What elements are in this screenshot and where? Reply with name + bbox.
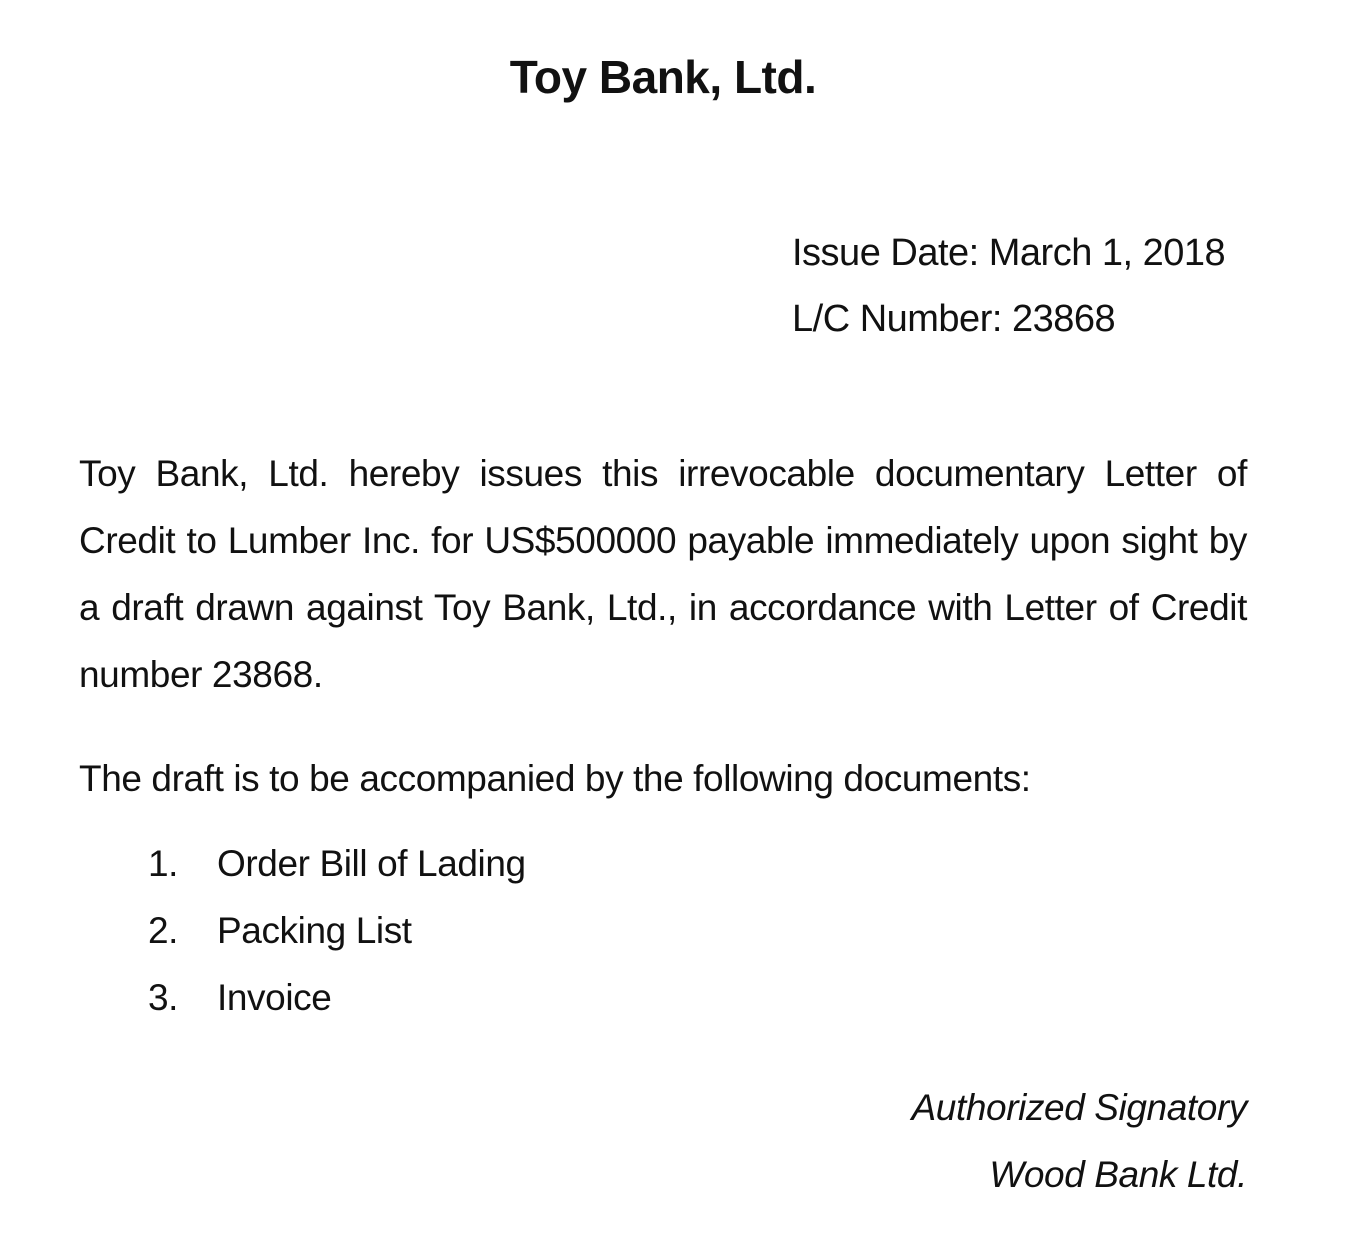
body-paragraph: Toy Bank, Ltd. hereby issues this irrevocable documentary Letter of Credit to Lumber Inc. for US$500000 payable immediately upon sight by a draft drawn against Toy Bank, Ltd., in accordance with Letter of Credit number 23868. <box>79 453 1247 695</box>
issue-date: Issue Date: March 1, 2018 <box>792 232 1226 274</box>
signatory-bank: Wood Bank Ltd. <box>989 1154 1247 1195</box>
signature-block <box>912 1074 1247 1208</box>
list-item-label: Packing List <box>217 910 412 951</box>
document-meta <box>792 220 1225 352</box>
lc-number: L/C Number: 23868 <box>792 298 1116 340</box>
list-item <box>148 897 526 964</box>
documents-intro: The draft is to be accompanied by the following documents: <box>79 758 1031 799</box>
list-item <box>148 830 526 897</box>
list-item <box>148 964 526 1031</box>
list-item-label: Invoice <box>217 977 332 1018</box>
list-item-label: Order Bill of Lading <box>217 843 526 884</box>
documents-list <box>148 830 526 1031</box>
list-item-number: 1. <box>148 843 179 884</box>
list-item-number: 3. <box>148 977 179 1018</box>
list-item-number: 2. <box>148 910 179 951</box>
document-title: Toy Bank, Ltd. <box>509 51 817 103</box>
signatory-title: Authorized Signatory <box>911 1087 1247 1128</box>
